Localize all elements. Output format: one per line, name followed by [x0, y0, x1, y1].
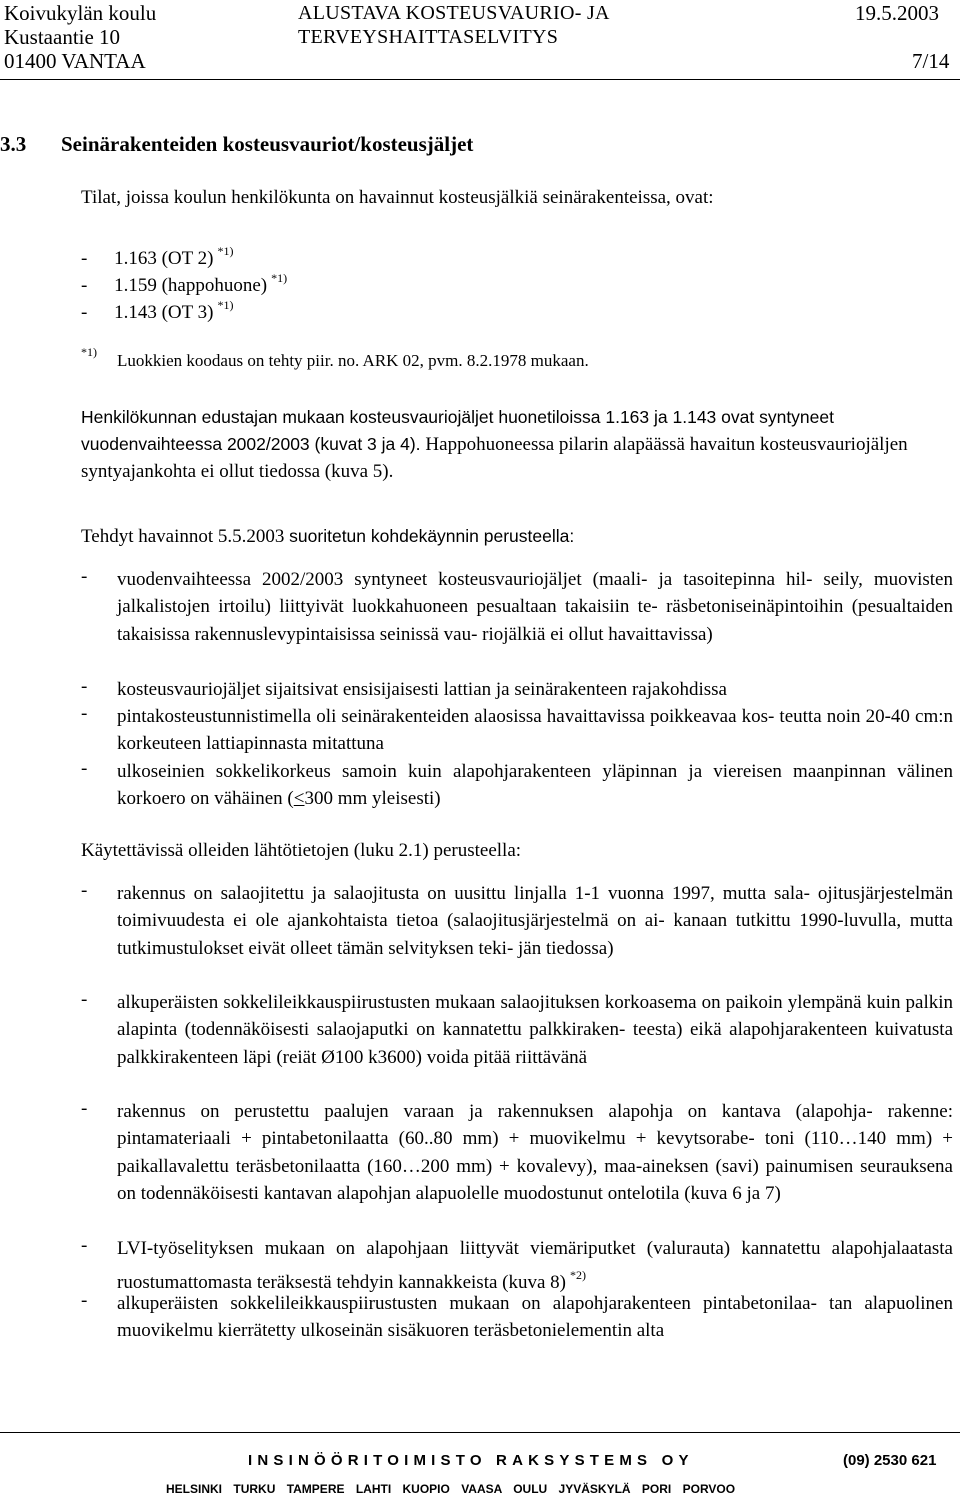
footer-city: PORI	[641, 1482, 672, 1496]
header-city: 01400 VANTAA	[4, 49, 146, 73]
source-text: rakennus on salaojitettu ja salaojitusta on uusittu linjalla 1-1 vuonna 1997, mutta sala- ojitusjärjestelmän toimivuudesta ei ole ajankohtaista tietoa (salaojitusjärjestelmä on ai- kanaan tutkittu 1990-luvulla, mutta tutkimustulokset eivät olleet tämän selvityksen teki- jän tiedossa)	[117, 883, 953, 959]
staff-paragraph-part1: Henkilökunnan edustajan mukaan kosteusvauriojäljet huonetiloissa 1.163 ja 1.143 ovat syntyneet vuodenvaihteessa 2002/2003 (kuvat 3 ja 4).	[81, 407, 834, 454]
source-heading: Käytettävissä olleiden lähtötietojen (luku 2.1) perusteella:	[81, 840, 522, 861]
footnote-mark: *1)	[271, 271, 288, 285]
list-dash: -	[81, 1235, 88, 1256]
observation-text	[117, 758, 953, 813]
room-text: 1.163 (OT 2)	[114, 248, 214, 269]
footer-phone: (09) 2530 621	[843, 1452, 937, 1469]
observation-text: kosteusvauriojäljet sijaitsivat ensisijaisesti lattian ja seinärakenteen rajakohdissa	[117, 679, 727, 700]
header-title-line2: TERVEYSHAITTASELVITYS	[298, 26, 559, 48]
footer-city: PORVOO	[682, 1482, 736, 1496]
intro-text: Tilat, joissa koulun henkilökunta on havainnut kosteusjälkiä seinärakenteissa, ovat:	[81, 187, 714, 208]
observation-item	[81, 676, 953, 703]
header-divider	[0, 79, 960, 80]
source-text	[117, 1235, 953, 1297]
source-text: alkuperäisten sokkelileikkauspiirustusten mukaan on alapohjarakenteen pintabetonilaa- tan alapuolinen muovikelmu kierrätetty ulkoseinän sisäkuoren teräsbetonielementin alta	[117, 1293, 953, 1342]
observations-heading	[81, 526, 574, 548]
footer-firm-name: INSINÖÖRITOIMISTO RAKSYSTEMS OY	[248, 1452, 694, 1469]
header-street: Kustaantie 10	[4, 25, 121, 49]
header-school: Koivukylän koulu	[4, 1, 157, 25]
footnote-mark: *2)	[570, 1268, 587, 1283]
footnote-mark: *1)	[217, 244, 234, 258]
observations-heading-lead: Tehdyt havainnot 5.5.2003	[81, 526, 285, 547]
room-dash: -	[81, 248, 88, 269]
room-text: 1.159 (happohuone)	[114, 275, 268, 296]
footer-city: OULU	[513, 1482, 548, 1496]
header-title-line1: ALUSTAVA KOSTEUSVAURIO- JA	[298, 2, 610, 24]
room-text: 1.143 (OT 3)	[114, 302, 214, 323]
less-or-equal-symbol: <	[293, 788, 305, 810]
room-dash: -	[81, 302, 88, 323]
footer-divider	[0, 1432, 960, 1433]
source-item	[81, 880, 953, 962]
list-dash: -	[81, 676, 88, 697]
list-dash: -	[81, 989, 88, 1010]
list-dash: -	[81, 880, 88, 901]
room-item	[81, 298, 233, 324]
observation-text: vuodenvaihteessa 2002/2003 syntyneet kosteusvauriojäljet (maali- ja tasoitepinna hil- seily, muovisten jalkalistojen irtoilu) liittyivät luokkahuoneen pesualtaan takaisiin te- räsbetoniseinäpintoihin (pesualtaiden takaisissa rakennuslevypintaisissa seinissä vau- riojälkiä ei ollut havaittavissa)	[117, 569, 953, 645]
source-item	[81, 1235, 953, 1297]
list-dash: -	[81, 758, 88, 779]
footnote-mark: *1)	[217, 298, 234, 312]
room-item	[81, 244, 233, 270]
footer-city: VAASA	[461, 1482, 502, 1496]
staff-paragraph-part2: Happohuoneessa pilarin alapäässä havaitun kosteusvauriojäljen syntyajankohta ei ollut tiedossa (kuva 5).	[81, 434, 908, 482]
observation-text: pintakosteustunnistimella oli seinärakenteiden alaosissa havaittavissa poikkeavaa kos- teutta noin 20-40 cm:n korkeuteen lattiapinnasta mitattuna	[117, 706, 953, 755]
source-text: rakennus on perustettu paalujen varaan ja rakennuksen alapohja on kantava (alapohja- rakenne: pintamateriaali + pintabetonilaatta (60..80 mm) + muovikelmu + kevytsorabe- toni (110…140 mm) + paikallavalettu teräsbetonilaatta (160…200 mm) + kovalevy), maa-aineksen (savi) painumisen seurauksena on todennäköisesti kantavan alapohjan alapuolelle muodostunut ontelotila (kuva 6 ja 7)	[117, 1101, 953, 1205]
footer-city: TAMPERE	[286, 1482, 345, 1496]
footer-city: HELSINKI	[166, 1482, 223, 1496]
section-number: 3.3	[0, 132, 27, 156]
source-item	[81, 1098, 953, 1208]
room-dash: -	[81, 275, 88, 296]
lvi-text: LVI-työselityksen mukaan on alapohjaan liittyvät viemäriputket (valurauta) kannatettu alapohjalaatasta ruostumattomasta teräksestä tehdyin kannakkeista (kuva 8)	[117, 1238, 953, 1294]
list-dash: -	[81, 703, 88, 724]
observation-item	[81, 758, 953, 813]
list-dash: -	[81, 1290, 88, 1311]
observation-text-main: ulkoseinien sokkelikorkeus samoin kuin alapohjarakenteen yläpinnan ja viereisen maanpinnan välinen korkoero on vähäinen (	[117, 761, 953, 810]
footer-city: TURKU	[233, 1482, 276, 1496]
header-page-number: 7/14	[912, 49, 950, 73]
footer-city: JYVÄSKYLÄ	[558, 1482, 631, 1496]
source-text: alkuperäisten sokkelileikkauspiirustusten mukaan salaojituksen korkoasema on paikoin ylempänä kuin palkin alapinta (todennäköisesti salaojaputki on kannatettu palkkiraken- teesta) eikä alapohjarakenteen kuivatusta palkkirakenteen läpi (reiät Ø100 k3600) voida pitää riittävänä	[117, 992, 953, 1068]
observation-item	[81, 566, 953, 648]
observation-item	[81, 703, 953, 758]
footnote-text: Luokkien koodaus on tehty piir. no. ARK 02, pvm. 8.2.1978 mukaan.	[117, 351, 589, 370]
header-date: 19.5.2003	[855, 1, 939, 25]
footer-city: KUOPIO	[402, 1482, 450, 1496]
observation-text-end: 300 mm yleisesti)	[304, 788, 441, 810]
footer-cities	[166, 1482, 735, 1496]
source-item	[81, 1290, 953, 1345]
list-dash: -	[81, 1098, 88, 1119]
staff-paragraph	[81, 404, 951, 485]
section-title: Seinärakenteiden kosteusvauriot/kosteusjäljet	[61, 132, 474, 156]
footer-city: LAHTI	[355, 1482, 392, 1496]
observations-heading-rest: suoritetun kohdekäynnin perusteella:	[289, 526, 575, 546]
list-dash: -	[81, 566, 88, 587]
room-item	[81, 271, 287, 297]
footnote-marker: *1)	[81, 345, 97, 359]
source-item	[81, 989, 953, 1071]
